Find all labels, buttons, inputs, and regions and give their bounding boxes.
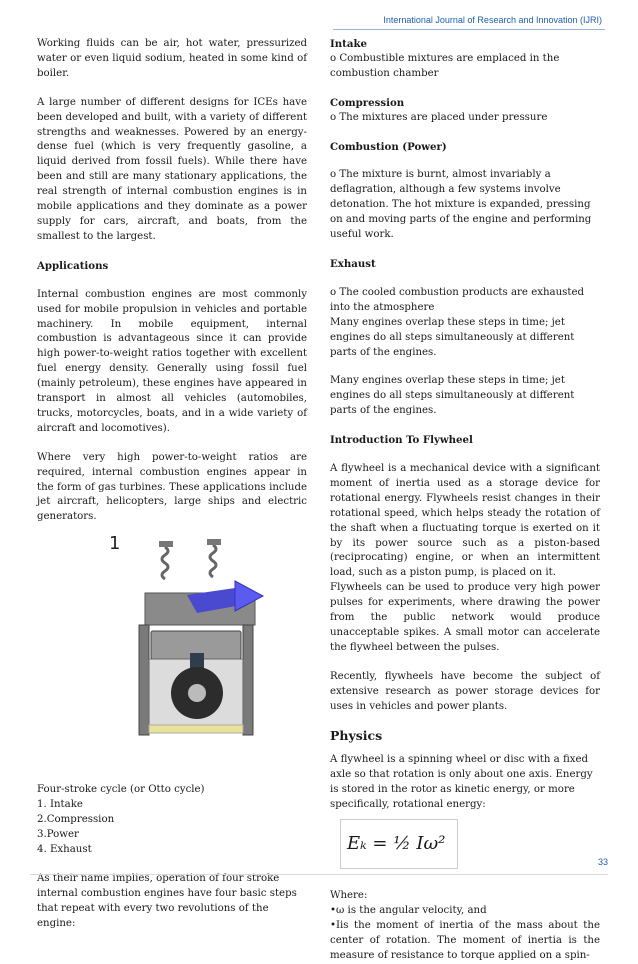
- where-inertia: •Iis the moment of inertia of the mass about the center of rotation. The moment of inertia is the measure of resistance to torque applied on a spin-: [330, 919, 600, 961]
- engine-cylinder-illustration: [37, 535, 307, 745]
- cycle-step-power: 3.Power: [37, 829, 79, 840]
- flywheel-paragraph-1: A flywheel is a mechanical device with a significant moment of inertia used as a storage device for rotational energy. Flywheels resist changes in their rotational speed, which helps steady the rotation of the shaft when a fluctuating torque is exerted on it by its power source such as a piston-based (reciprocating) engine, or when an intermittent load, such as a piston pump, is placed on it.: [330, 463, 600, 579]
- page-header: [0, 0, 638, 36]
- paragraph-gas-turbines: Where very high power-to-weight ratios are required, internal combustion engines appear in the form of gas turbines. These applications include jet aircraft, helicopters, large ships and electric generators.: [37, 451, 307, 523]
- flywheel-paragraph-2: Flywheels can be used to produce very high power pulses for experiments, where drawing the power from the public network would produce unacceptable spikes. A small motor can accelerate the flywheel between the pulses.: [330, 582, 600, 653]
- compression-heading: Compression: [330, 96, 405, 109]
- paragraph-applications: Internal combustion engines are most commonly used for mobile propulsion in vehicles and portable machinery. In mobile equipment, internal combustion is advantageous since it can provide high power-to-weight ratios together with excellent fuel energy density. Generally using fossil fuel (mainly petroleum), these engines have appeared in transport in almost all vehicles (automobiles, trucks, motorcycles, boats, and in a wide variety of aircraft and locomotives).: [37, 288, 307, 434]
- left-column: [37, 37, 307, 931]
- intake-heading: Intake: [330, 38, 368, 50]
- cycle-step-compression: 2.Compression: [37, 814, 115, 826]
- physics-paragraph: A flywheel is a spinning wheel or disc with a fixed axle so that rotation is only about one axis. Energy is stored in the rotor as kinetic energy, or more specifically, rotational energy:: [330, 754, 593, 811]
- combustion-heading: Combustion (Power): [330, 140, 447, 153]
- cycle-title: Four-stroke cycle (or Otto cycle): [37, 784, 205, 796]
- paragraph-four-stroke: As their name implies, operation of four stroke internal combustion engines have four basic steps that repeat with every two revolutions of the engine:: [37, 872, 297, 929]
- overlap-text: Many engines overlap these steps in time; jet engines do all steps simultaneously at different parts of the engines.: [330, 375, 575, 417]
- right-column: [330, 37, 600, 964]
- exhaust-text: o The cooled combustion products are exhausted into the atmosphere: [330, 286, 585, 313]
- footer-rule: [30, 874, 608, 875]
- paragraph-working-fluids: Working fluids can be air, hot water, pressurized water or even liquid sodium, heated in some kind of boiler.: [37, 38, 307, 79]
- cycle-step-exhaust: 4. Exhaust: [37, 843, 92, 855]
- page-number: 33: [597, 857, 608, 867]
- header-rule: [333, 29, 605, 30]
- figure-number: 1: [109, 533, 121, 555]
- paragraph-ice-designs: A large number of different designs for ICEs have been developed and built, with a variety of different strengths and weaknesses. Powered by an energy-dense fuel (which is very frequently gasoline, a liquid derived from fossil fuels). While there have been and still are many stationary applications, the real strength of internal combustion engines is in mobile applications and they dominate as a power supply for cars, aircraft, and boats, from the smallest to the largest.: [37, 96, 307, 242]
- where-label: Where:: [330, 890, 368, 902]
- journal-title: International Journal of Research and Innovation (IJRI): [383, 15, 602, 25]
- cycle-step-intake: 1. Intake: [37, 799, 83, 811]
- engine-figure: [37, 535, 307, 745]
- kinetic-energy-formula: Eₖ = ½ Iω²: [340, 819, 458, 869]
- exhaust-overlap-text: Many engines overlap these steps in time; jet engines do all steps simultaneously at different parts of the engines.: [330, 316, 575, 358]
- applications-heading: Applications: [37, 259, 109, 272]
- intake-text: o Combustible mixtures are emplaced in the combustion chamber: [330, 52, 560, 79]
- physics-heading: Physics: [330, 727, 383, 743]
- flywheel-paragraph-3: Recently, flywheels have become the subject of extensive research as power storage devices for uses in vehicles and power plants.: [330, 670, 600, 712]
- combustion-text: o The mixture is burnt, almost invariably a deflagration, although a few systems involve detonation. The hot mixture is expanded, pressing on and moving parts of the engine and performing useful work.: [330, 169, 592, 241]
- compression-text: o The mixtures are placed under pressure: [330, 111, 548, 123]
- exhaust-heading: Exhaust: [330, 257, 376, 270]
- where-omega: •ω is the angular velocity, and: [330, 904, 487, 916]
- flywheel-heading: Introduction To Flywheel: [330, 434, 473, 447]
